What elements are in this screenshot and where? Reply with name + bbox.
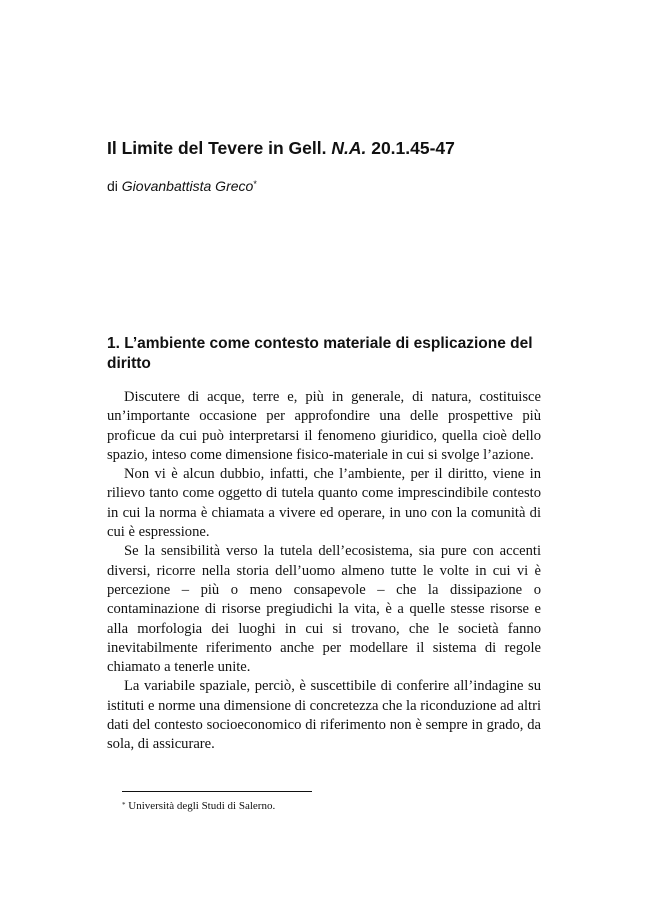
author-byline <box>107 177 257 195</box>
paragraph: Se la sensibilità verso la tutela dell’ecosistema, sia pure con accenti diversi, ricorre nella storia dell’uomo almeno tutte le volte in cui vi è percezione – più o meno consapevole – che la dissipazione o contaminazione di risorse pregiudichi la vita, è a quelle stesse risorse e alla morfologia dei luoghi in cui si trovano, che le società fanno inevitabilmente riferimento anche per modellare il sistema di regole chiamato a tenerle unite. <box>107 543 541 676</box>
author-name: Giovanbattista Greco <box>121 178 254 194</box>
footnote <box>122 799 275 813</box>
section-heading: 1. L’ambiente come contesto materiale di esplicazione del diritto <box>107 335 533 372</box>
footnote-text: Università degli Studi di Salerno. <box>125 800 276 812</box>
article-title <box>107 137 567 159</box>
title-reference: N.A. <box>331 138 367 158</box>
footnote-separator <box>122 791 312 792</box>
body-text <box>107 388 541 755</box>
paragraph: Non vi è alcun dubbio, infatti, che l’ambiente, per il diritto, viene in rilievo tanto come oggetto di tutela quanto come imprescindibile contesto in cui la norma è chiamata a vivere ed operare, in uno con la comunità di cui è espressione. <box>107 466 541 541</box>
title-suffix: 20.1.45-47 <box>366 138 455 158</box>
title-main: Il Limite del Tevere in Gell. <box>107 138 332 158</box>
paragraph: La variabile spaziale, perciò, è suscettibile di conferire all’indagine su istituti e norme una dimensione di concretezza che la riconduzione ad altri dati del contesto socioeconomico di riferimento non è sempre in grado, da sola, di assicurare. <box>107 678 541 753</box>
footnote-marker: * <box>122 801 126 809</box>
byline-prefix: di <box>107 178 122 194</box>
author-footnote-marker: * <box>253 179 257 189</box>
paragraph: Discutere di acque, terre e, più in generale, di natura, costituisce un’importante occasione per approfondire una delle prospettive più proficue da cui può interpretarsi il fenomeno giuridico, quella cioè dello spazio, inteso come dimensione fisico-materiale in cui si svolge l’azione. <box>107 389 541 463</box>
